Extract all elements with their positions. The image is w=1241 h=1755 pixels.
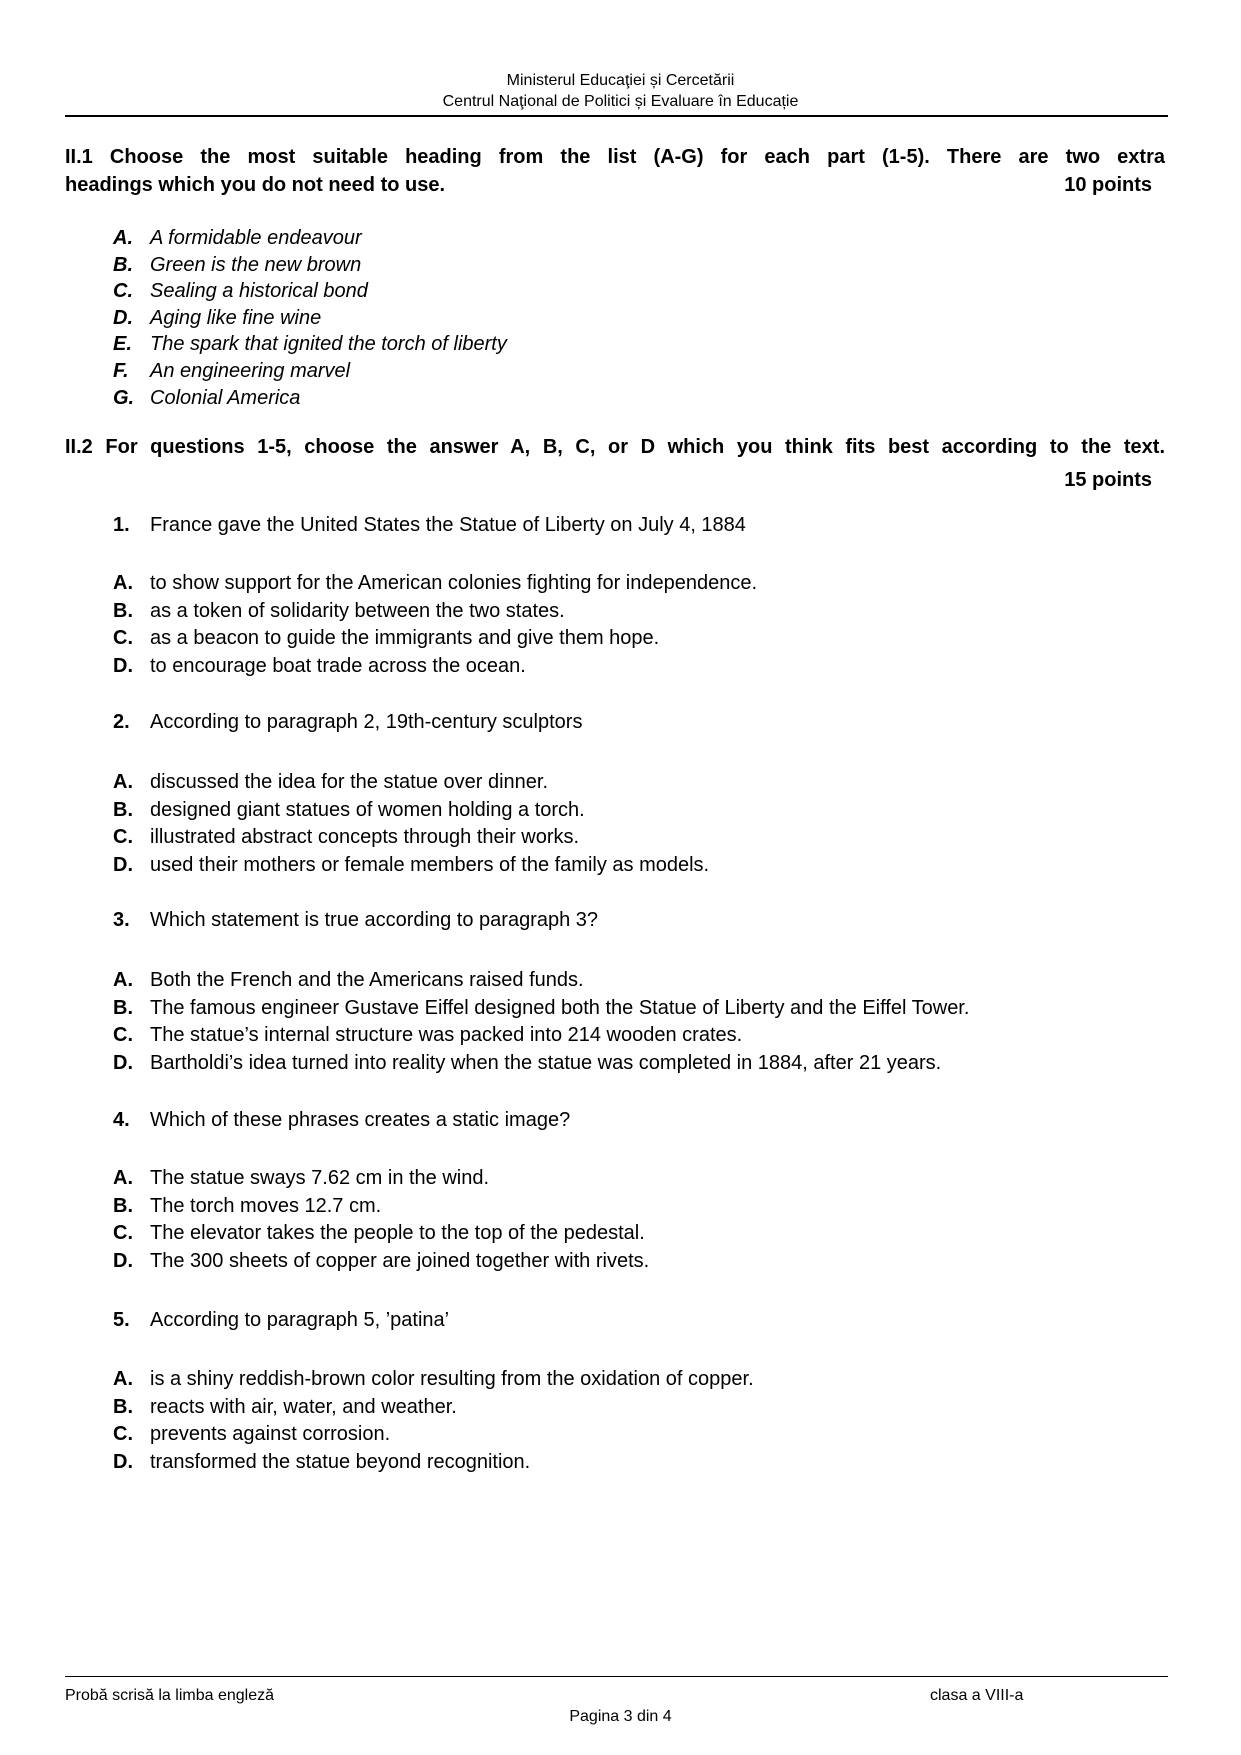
question-text: Which statement is true according to paragraph 3? <box>150 909 599 931</box>
option-text: prevents against corrosion. <box>150 1423 391 1445</box>
option-text: The statue’s internal structure was packed into 214 wooden crates. <box>150 1024 743 1046</box>
option-letter: A. <box>113 572 133 594</box>
option-letter: C. <box>113 1423 133 1445</box>
option-letter: D. <box>113 1051 133 1074</box>
option-letter: C. <box>113 627 133 649</box>
option-letter: C. <box>113 826 133 848</box>
heading-letter: B. <box>113 253 133 276</box>
option-row <box>65 598 1165 626</box>
heading-item <box>65 331 1165 358</box>
option-row <box>65 1248 1165 1276</box>
question-row <box>65 1107 1165 1135</box>
footer-rule <box>65 1676 1168 1677</box>
question-text: According to paragraph 5, ’patina’ <box>150 1309 450 1331</box>
option-row <box>65 797 1165 825</box>
ii1-points: 10 points <box>1064 173 1152 196</box>
ii1-instruction-line2: headings which you do not need to use. <box>65 173 446 196</box>
option-row <box>65 1421 1165 1449</box>
heading-text: A formidable endeavour <box>150 227 362 249</box>
option-row <box>65 1220 1165 1248</box>
option-row <box>65 570 1165 598</box>
option-row <box>65 1022 1165 1050</box>
header-org-line1: Ministerul Educaţiei și Cercetării <box>506 72 735 89</box>
section-ii2-heading: II.2 For questions 1-5, choose the answer A, B, C, or D which you think fits best according to the text. <box>65 436 1165 458</box>
question-4 <box>65 1107 1165 1135</box>
option-row <box>65 1193 1165 1221</box>
heading-item <box>65 278 1165 305</box>
question-number: 1. <box>113 514 130 536</box>
option-letter: A. <box>113 969 133 991</box>
option-text: Both the French and the Americans raised funds. <box>150 969 584 991</box>
question-row <box>65 1307 1165 1335</box>
heading-item <box>65 225 1165 252</box>
option-text: illustrated abstract concepts through their works. <box>150 826 580 848</box>
option-letter: A. <box>113 771 133 793</box>
footer-page-number: Pagina 3 din 4 <box>569 1708 672 1725</box>
option-letter: D. <box>113 654 133 677</box>
option-text: The 300 sheets of copper are joined together with rivets. <box>150 1249 650 1272</box>
option-letter: B. <box>113 1395 133 1418</box>
option-row <box>65 1394 1165 1422</box>
ii1-instruction-line2-row <box>65 172 1165 200</box>
option-letter: D. <box>113 1249 133 1272</box>
heading-letter: C. <box>113 280 133 303</box>
heading-text: Sealing a historical bond <box>150 280 368 303</box>
option-letter: B. <box>113 996 133 1019</box>
question-number: 4. <box>113 1109 130 1131</box>
heading-text: Colonial America <box>150 386 301 409</box>
option-row <box>65 995 1165 1023</box>
option-row <box>65 769 1165 797</box>
option-text: to show support for the American colonies fighting for independence. <box>150 572 758 594</box>
option-letter: A. <box>113 1368 133 1390</box>
option-text: as a beacon to guide the immigrants and give them hope. <box>150 627 660 649</box>
option-letter: B. <box>113 798 133 821</box>
question-4-options <box>65 1165 1165 1275</box>
option-letter: D. <box>113 853 133 876</box>
heading-letter: D. <box>113 306 133 329</box>
question-row <box>65 512 1165 540</box>
headings-list <box>65 225 1165 411</box>
option-letter: A. <box>113 1167 133 1189</box>
heading-item <box>65 358 1165 385</box>
question-2 <box>65 709 1165 737</box>
option-row <box>65 1449 1165 1477</box>
option-text: discussed the idea for the statue over dinner. <box>150 771 549 793</box>
question-text: France gave the United States the Statue of Liberty on July 4, 1884 <box>150 514 746 536</box>
ii2-points: 15 points <box>1064 469 1152 491</box>
option-row <box>65 1050 1165 1078</box>
header-rule <box>65 115 1168 117</box>
question-row <box>65 709 1165 737</box>
option-text: is a shiny reddish-brown color resulting from the oxidation of copper. <box>150 1368 754 1390</box>
option-letter: C. <box>113 1222 133 1244</box>
option-row <box>65 967 1165 995</box>
question-text: Which of these phrases creates a static image? <box>150 1109 571 1131</box>
option-letter: B. <box>113 1194 133 1217</box>
heading-item <box>65 252 1165 279</box>
question-number: 3. <box>113 909 130 931</box>
question-1 <box>65 512 1165 540</box>
option-row <box>65 1165 1165 1193</box>
option-text: designed giant statues of women holding a torch. <box>150 798 585 821</box>
option-text: transformed the statue beyond recognition. <box>150 1450 531 1473</box>
option-row <box>65 653 1165 681</box>
footer-exam-title: Probă scrisă la limba engleză <box>65 1687 274 1704</box>
option-text: The elevator takes the people to the top of the pedestal. <box>150 1222 645 1244</box>
question-number: 5. <box>113 1309 130 1331</box>
option-text: to encourage boat trade across the ocean. <box>150 654 526 677</box>
header-org-line2: Centrul Naţional de Politici și Evaluare în Educație <box>442 92 799 110</box>
page-header <box>0 71 1241 112</box>
option-row <box>65 1366 1165 1394</box>
heading-letter: E. <box>113 333 132 356</box>
question-3-options <box>65 967 1165 1077</box>
heading-text: Green is the new brown <box>150 253 362 276</box>
option-row <box>65 625 1165 653</box>
question-number: 2. <box>113 711 130 733</box>
heading-text: The spark that ignited the torch of liberty <box>150 333 507 356</box>
option-row <box>65 852 1165 880</box>
heading-letter: F. <box>113 359 129 382</box>
question-row <box>65 907 1165 935</box>
option-letter: C. <box>113 1024 133 1046</box>
heading-letter: G. <box>113 386 135 409</box>
heading-letter: A. <box>113 227 133 249</box>
ii1-instruction-line1: II.1 Choose the most suitable heading from the list (A-G) for each part (1-5). There are two extra <box>65 146 1165 168</box>
question-text: According to paragraph 2, 19th-century sculptors <box>150 711 583 733</box>
question-5 <box>65 1307 1165 1335</box>
option-text: reacts with air, water, and weather. <box>150 1395 457 1418</box>
footer-class: clasa a VIII-a <box>930 1687 1024 1704</box>
option-letter: D. <box>113 1450 133 1473</box>
option-text: used their mothers or female members of the family as models. <box>150 853 710 876</box>
option-text: Bartholdi’s idea turned into reality when the statue was completed in 1884, after 21 years. <box>150 1051 942 1074</box>
question-3 <box>65 907 1165 935</box>
question-1-options <box>65 570 1165 680</box>
heading-text: An engineering marvel <box>150 359 351 382</box>
option-text: The torch moves 12.7 cm. <box>150 1194 382 1217</box>
section-ii1-heading <box>65 144 1165 199</box>
option-text: The famous engineer Gustave Eiffel designed both the Statue of Liberty and the Eiffel Tower. <box>150 996 970 1019</box>
question-2-options <box>65 769 1165 879</box>
option-row <box>65 824 1165 852</box>
option-letter: B. <box>113 599 133 622</box>
option-text: The statue sways 7.62 cm in the wind. <box>150 1167 490 1189</box>
heading-item <box>65 385 1165 412</box>
heading-item <box>65 305 1165 332</box>
question-5-options <box>65 1366 1165 1476</box>
option-text: as a token of solidarity between the two states. <box>150 599 565 622</box>
heading-text: Aging like fine wine <box>150 306 322 329</box>
